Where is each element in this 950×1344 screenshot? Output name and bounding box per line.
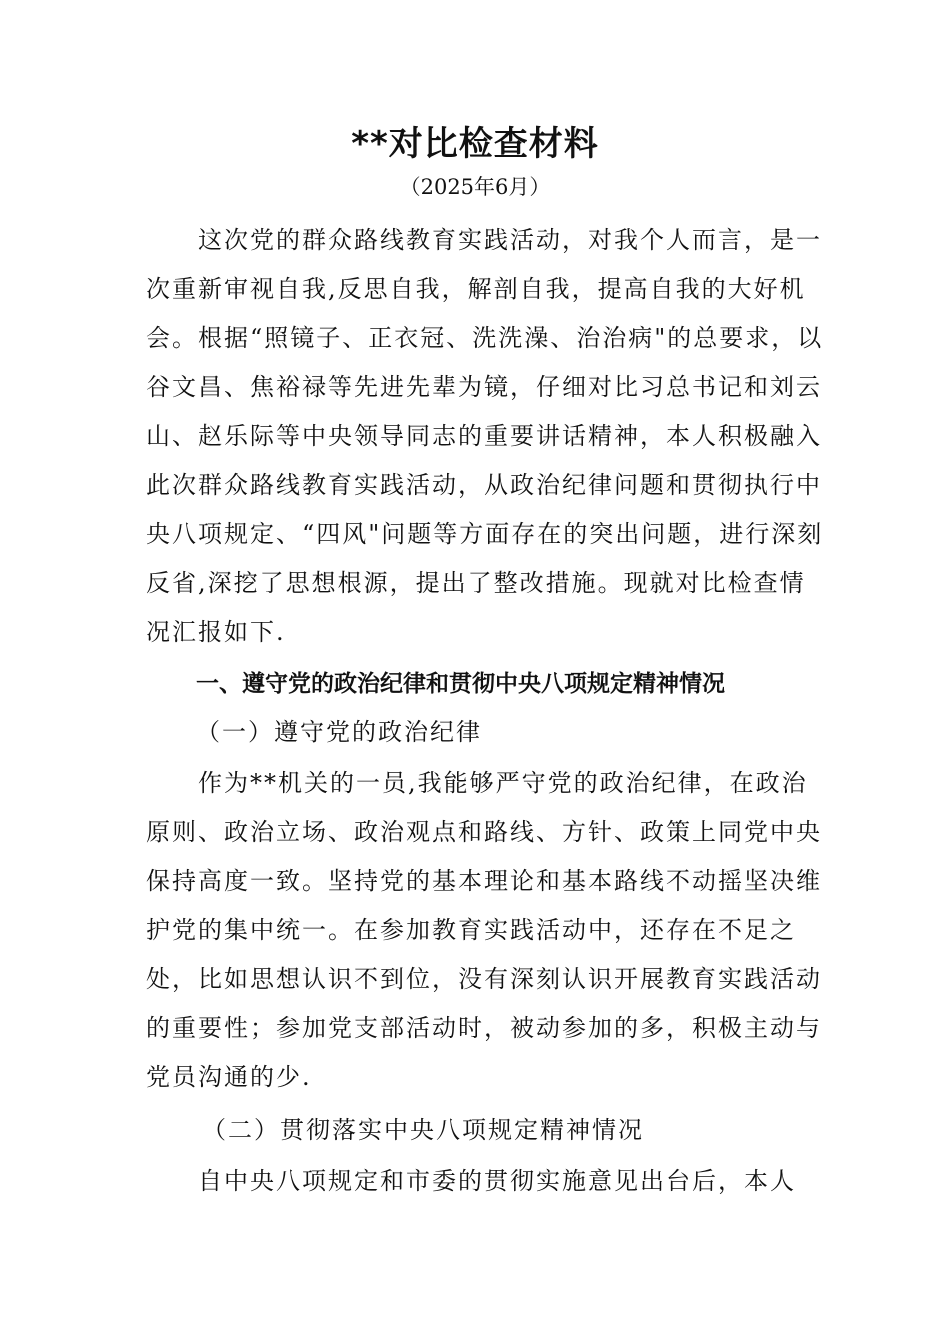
subsection-2-paragraph: 自中央八项规定和市委的贯彻实施意见出台后，本人 — [198, 1167, 796, 1195]
section-heading-1: 一、遵守党的政治纪律和贯彻中央八项规定精神情况 — [196, 671, 725, 697]
subsection-heading-1: （一）遵守党的政治纪律 — [196, 718, 482, 746]
document-title: **对比检查材料 — [351, 124, 599, 164]
intro-paragraph: 这次党的群众路线教育实践活动，对我个人而言，是一次重新审视自我,反思自我，解剖自我，提高自我的大好机会。根据“照镜子、正衣冠、洗洗澡、治治病"的总要求，以谷文昌、焦裕禄等先进先辈为镜，仔细对比习总书记和刘云山、赵乐际等中央领导同志的重要讲话精神，本人积极融入此次群众路线教育实践活动，从政治纪律问题和贯彻执行中央八项规定、“四风"问题等方面存在的突出问题，进行深刻反省,深挖了思想根源，提出了整改措施。现就对比检查情况汇报如下. — [146, 226, 824, 646]
document-date: （2025年6月） — [399, 175, 551, 199]
subsection-heading-2: （二）贯彻落实中央八项规定精神情况 — [202, 1116, 644, 1144]
subsection-1-paragraph: 作为**机关的一员,我能够严守党的政治纪律，在政治原则、政治立场、政治观点和路线、方针、政策上同党中央保持高度一致。坚持党的基本理论和基本路线不动摇坚决维护党的集中统一。在参加教育实践活动中，还存在不足之处，比如思想认识不到位，没有深刻认识开展教育实践活动的重要性；参加党支部活动时，被动参加的多，积极主动与党员沟通的少. — [146, 769, 822, 1091]
